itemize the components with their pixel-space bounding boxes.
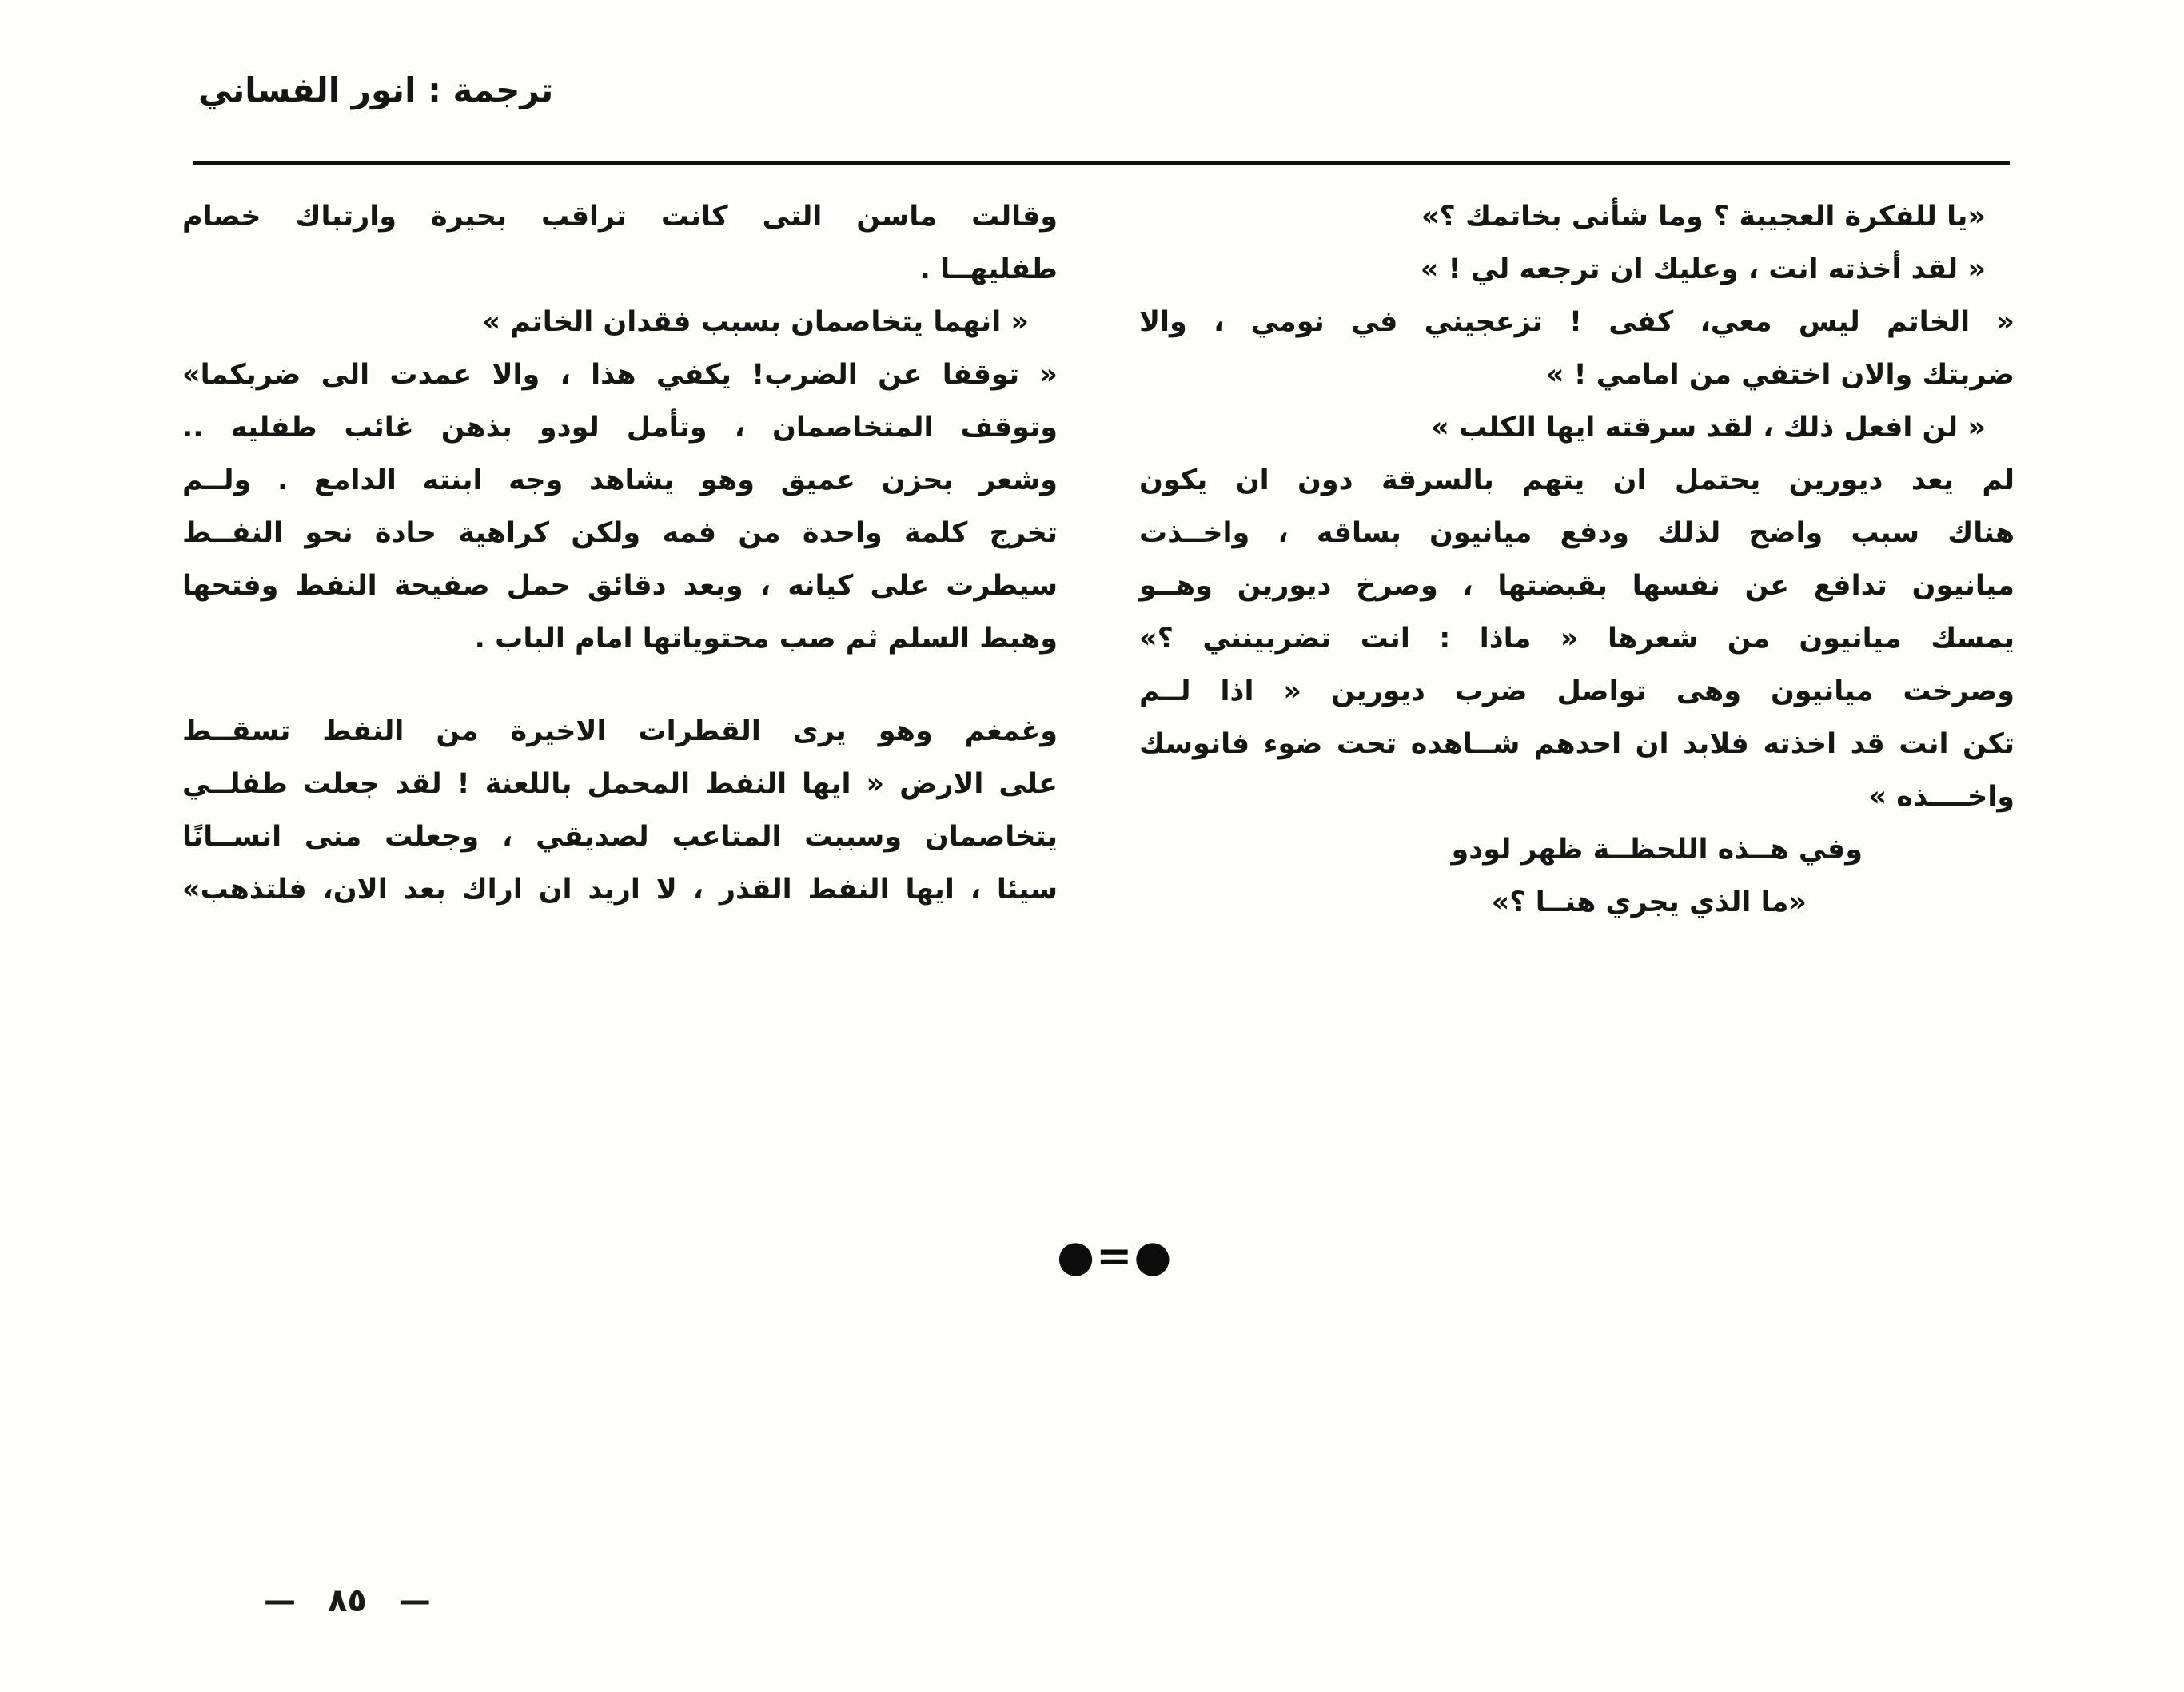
- text-line: واخــــذه »: [1868, 781, 2015, 813]
- text-line: وفي هــذه اللحظــة ظهر لودو: [1451, 834, 1863, 866]
- text-line: تخرج كلمة واحدة من فمه ولكن كراهية حادة نحو النفــط: [182, 517, 1058, 549]
- text-line: وقالت ماسن التى كانت تراقب بحيرة وارتباك خصام: [182, 201, 1058, 233]
- section-separator-ornament: ●=●: [1057, 1231, 1174, 1281]
- text-line: على الارض « ايها النفط المحمل باللعنة ! لقد جعلت طفلــي: [182, 768, 1058, 800]
- text-line: « الخاتم ليس معي، كفى ! تزعجيني في نومي ، والا: [1139, 306, 2015, 338]
- header-divider-rule: [193, 161, 2010, 165]
- text-line: هناك سبب واضح لذلك ودفع ميانيون بساقه ، واخــذت: [1139, 517, 2015, 549]
- text-column-left: [182, 190, 1058, 916]
- page-number: — ٨٥ —: [264, 1583, 431, 1619]
- text-line: طفليهــا .: [919, 253, 1058, 285]
- text-line: يتخاصمان وسببت المتاعب لصديقي ، وجعلت منى انســانًا: [182, 821, 1058, 853]
- text-line: « لن افعل ذلك ، لقد سرقته ايها الكلب »: [1431, 412, 1986, 444]
- page-header-translator-credit: ترجمة : انور الفساني: [198, 70, 554, 109]
- text-line: «يا للفكرة العجيبة ؟ وما شأنى بخاتمك ؟»: [1421, 201, 1986, 233]
- text-line: وهبط السلم ثم صب محتوياتها امام الباب .: [474, 623, 1058, 655]
- text-line: « توقفا عن الضرب! يكفي هذا ، والا عمدت الى ضربكما»: [182, 359, 1058, 391]
- text-line: وصرخت ميانيون وهى تواصل ضرب ديورين « اذا لــم: [1139, 675, 2015, 707]
- text-line: « انهما يتخاصمان بسبب فقدان الخاتم »: [482, 306, 1029, 338]
- text-line: « لقد أخذته انت ، وعليك ان ترجعه لي ! »: [1420, 253, 1986, 285]
- text-line: وتوقف المتخاصمان ، وتأمل لودو بذهن غائب طفليه ..: [182, 412, 1058, 444]
- text-line: يمسك ميانيون من شعرها « ماذا : انت تضربينني ؟»: [1139, 623, 2015, 655]
- text-line: ميانيون تدافع عن نفسها بقبضتها ، وصرخ ديورين وهــو: [1139, 570, 2015, 602]
- text-line: لم يعد ديورين يحتمل ان يتهم بالسرقة دون ان يكون: [1139, 464, 2015, 496]
- text-line: سيئا ، ايها النفط القذر ، لا اريد ان اراك بعد الان، فلتذهب»: [182, 874, 1058, 906]
- text-line: سيطرت على كيانه ، وبعد دقائق حمل صفيحة النفط وفتحها: [182, 570, 1058, 602]
- text-line: ضربتك والان اختفي من امامي ! »: [1545, 359, 2015, 391]
- text-line: «ما الذي يجري هنــا ؟»: [1491, 886, 1807, 918]
- text-line: تكن انت قد اخذته فلابد ان احدهم شــاهده تحت ضوء فانوسك: [1139, 728, 2015, 760]
- text-line: وشعر بحزن عميق وهو يشاهد وجه ابنته الدامع . ولــم: [182, 464, 1058, 496]
- text-line: وغمغم وهو يرى القطرات الاخيرة من النفط تسقــط: [182, 715, 1058, 747]
- text-column-right: [1139, 190, 2015, 929]
